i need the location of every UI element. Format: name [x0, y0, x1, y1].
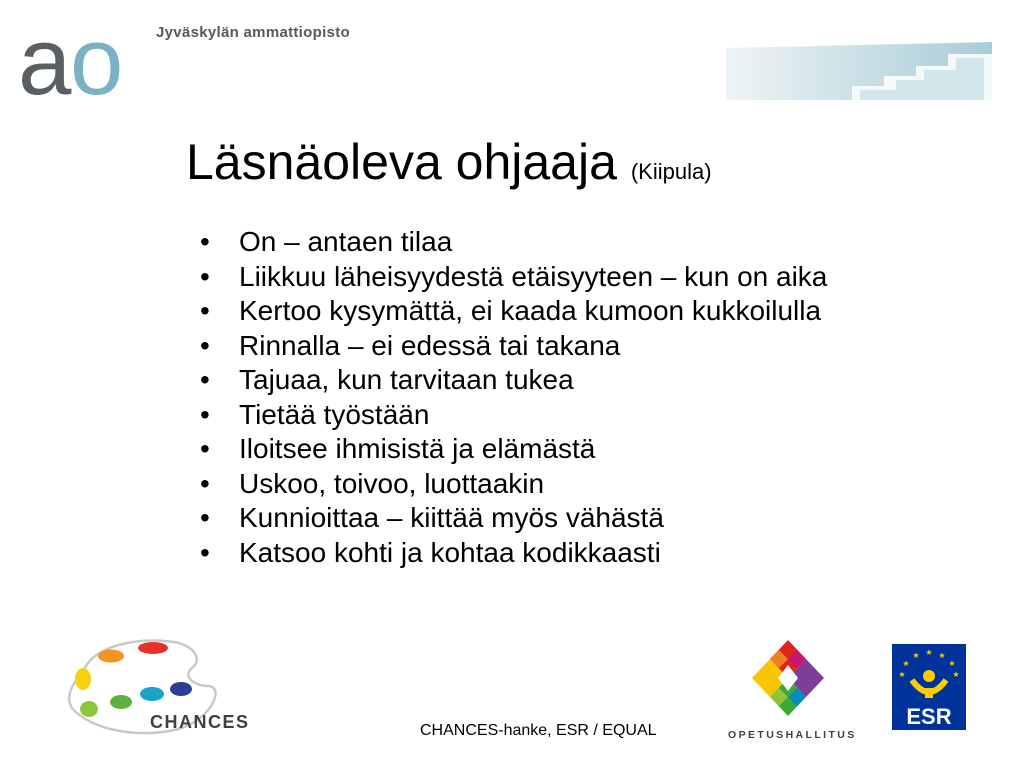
bullet-text: Tajuaa, kun tarvitaan tukea [239, 364, 574, 395]
title-note: (Kiipula) [630, 159, 712, 184]
bullet-item [200, 295, 900, 326]
bullet-item [200, 467, 900, 499]
bullet-item [200, 260, 900, 292]
stairs-decoration [726, 42, 992, 100]
svg-text:★: ★ [938, 651, 946, 660]
bullet-icon: • [200, 398, 210, 430]
svg-text:★: ★ [952, 670, 960, 679]
bullet-icon: • [200, 467, 210, 499]
bullet-item [200, 226, 900, 257]
svg-text:★: ★ [912, 651, 920, 660]
bullet-text: Kertoo kysymättä, ei kaada kumoon kukkoilulla [239, 295, 822, 326]
bullet-icon: • [200, 295, 210, 326]
svg-text:★: ★ [898, 670, 906, 679]
chances-logo-text: CHANCES [150, 712, 250, 732]
title-main: Läsnäoleva ohjaaja [186, 134, 617, 190]
svg-text:★: ★ [925, 648, 933, 657]
bullet-text: Tietää työstään [239, 398, 430, 430]
bullet-icon: • [200, 226, 210, 257]
bullet-list [200, 226, 900, 575]
opetushallitus-diamond-logo [752, 640, 824, 716]
footer-credit: CHANCES-hanke, ESR / EQUAL [420, 722, 657, 739]
bullet-item [200, 502, 900, 533]
bullet-item [200, 398, 900, 430]
bullet-text: Iloitsee ihmisistä ja elämästä [239, 433, 596, 464]
bullet-icon: • [200, 329, 210, 361]
bullet-text: Kunnioittaa – kiittää myös vähästä [239, 502, 664, 533]
bullet-icon: • [200, 260, 210, 292]
logo-letter-a: a [18, 8, 72, 115]
bullet-text: Uskoo, toivoo, luottaakin [239, 467, 545, 499]
bullet-item [200, 364, 900, 395]
bullet-icon: • [200, 364, 210, 395]
bullet-item [200, 536, 900, 568]
bullet-text: On – antaen tilaa [239, 226, 453, 257]
ao-logo [18, 8, 138, 115]
bullet-text: Rinnalla – ei edessä tai takana [239, 329, 621, 361]
svg-text:★: ★ [948, 659, 956, 668]
bullet-item [200, 329, 900, 361]
bullet-icon: • [200, 536, 210, 568]
bullet-icon: • [200, 502, 210, 533]
opetushallitus-logo-text: OPETUSHALLITUS [728, 729, 857, 741]
esr-eu-flag-logo [892, 644, 966, 730]
bullet-text: Liikkuu läheisyydestä etäisyyteen – kun on aika [239, 260, 828, 292]
bullet-item [200, 433, 900, 464]
svg-text:★: ★ [902, 659, 910, 668]
school-name: Jyväskylän ammattiopisto [156, 24, 350, 41]
bullet-icon: • [200, 433, 210, 464]
esr-logo-text: ESR [906, 704, 952, 729]
slide-title [186, 132, 712, 202]
logo-letter-o: o [70, 8, 124, 115]
bullet-text: Katsoo kohti ja kohtaa kodikkaasti [239, 536, 661, 568]
